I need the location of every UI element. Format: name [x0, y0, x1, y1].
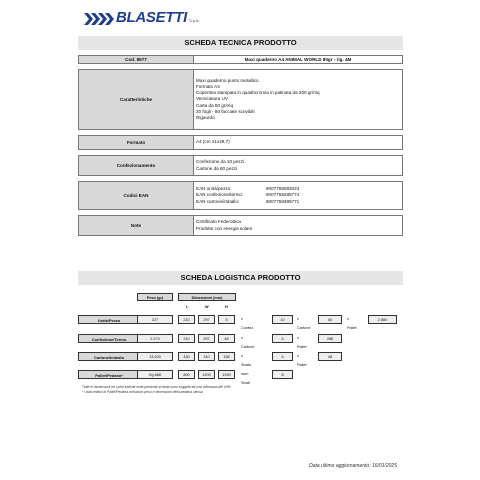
ean-value: 8007758083024	[266, 186, 300, 192]
dim-l-cell: 430	[178, 352, 195, 361]
dim-w-cell: 1200	[198, 370, 215, 379]
logistics-row-label: Confezione/Termo	[78, 334, 140, 343]
tolerance-note: Tutte le dimensioni ed i pesi indicati nella presente scheda sono soggetti ad una tolleranza del ±5%	[82, 385, 231, 389]
value-line: Prodotto con energia solare	[196, 225, 253, 231]
weight-cell: 227	[137, 315, 173, 324]
value-line: Carta da 80 gr/mq	[196, 102, 234, 108]
ean-row	[196, 199, 400, 205]
multiplier-value: 60	[318, 315, 342, 324]
product-code: Cod. 8577	[79, 56, 194, 64]
tech-table	[78, 55, 403, 236]
row-label-note: Note	[79, 216, 194, 236]
ean-values	[194, 182, 403, 210]
header-dim-w: W	[205, 305, 209, 309]
value-line: 20 fogli - 80 facciate scrivibili	[196, 108, 255, 114]
weight-cell: Kg 688	[137, 370, 173, 379]
multiplier-value: 48	[318, 352, 342, 361]
dim-w-cell: 310	[198, 352, 215, 361]
multiplier-label: x Pallet	[347, 317, 357, 330]
value-line: Copertina stampata in quadricromia in patinata da 200 gr/mq	[196, 90, 320, 96]
header-dim-l: L	[186, 305, 189, 309]
weight-cell: 13.620	[137, 352, 173, 361]
row-label-caratteristiche: Caratteristiche	[79, 70, 194, 130]
value-line: Rigaurdo	[196, 115, 215, 120]
dim-l-cell: 800	[178, 370, 195, 379]
multiplier-label: x Confez.	[241, 317, 255, 330]
ean-value: 8007758285774	[266, 192, 300, 198]
brand-logo	[84, 9, 200, 25]
multiplier-label: x Cartone	[241, 336, 255, 349]
ean-value: 8007758385771	[266, 198, 300, 204]
value-line: Verniciatura UV	[196, 96, 228, 102]
ean-key: EAN unità/pezzo:	[196, 186, 232, 192]
last-updated-date: Data ultimo aggiornamento: 16/01/2025	[309, 463, 397, 469]
value-line: A4 (cm 21x29,7)	[196, 139, 230, 145]
multiplier-value: 6	[272, 334, 293, 343]
multiplier-label: x Strato	[241, 354, 252, 367]
value-line: Maxi quaderno punto metallico	[196, 77, 259, 83]
row-label-confezionamento: Confezionamento	[79, 156, 194, 176]
header-dim-h: H	[225, 305, 228, 309]
ean-key: EAN cartone/imballo:	[196, 198, 240, 204]
pallet-note: * I dati relativi al Pallet/Pedana includono peso e dimensioni della pedana stessa	[82, 390, 203, 394]
value-line: Confezione da 10 pezzi	[196, 159, 245, 165]
multiplier-value: 288	[318, 334, 342, 343]
logistics-sheet-title: SCHEDA LOGISTICA PRODOTTO	[78, 271, 403, 285]
header-weight: Peso (gr)	[137, 293, 173, 301]
formato-value	[194, 136, 403, 150]
brand-name: BLASETTI	[116, 9, 187, 26]
weight-cell: 2.270	[137, 334, 173, 343]
chevrons-logo-icon	[84, 13, 114, 25]
logistics-row-label: Pallet/Pedana*	[78, 370, 140, 379]
tech-sheet-title: SCHEDA TECNICA PRODOTTO	[78, 36, 403, 50]
multiplier-value: 8	[272, 370, 293, 379]
dim-h-cell: 156	[218, 352, 235, 361]
brand-suffix: S.p.A.	[188, 18, 200, 23]
dim-h-cell: 5	[218, 315, 235, 324]
logistics-row-label: Cartone/Imballo	[78, 352, 140, 361]
dim-h-cell: 48	[218, 334, 235, 343]
multiplier-value: 2.880	[368, 315, 397, 324]
multiplier-value: 10	[272, 315, 293, 324]
multiplier-label: x Pallet	[297, 336, 307, 349]
value-line: Cartone da 60 pezzi	[196, 165, 238, 171]
confezionamento-values	[194, 156, 403, 176]
value-line: Formato A4	[196, 83, 220, 89]
dim-w-cell: 297	[198, 334, 215, 343]
multiplier-label: x Cartone	[297, 317, 311, 330]
value-line: Certificato Federottica	[196, 219, 241, 225]
multiplier-value: 6	[272, 352, 293, 361]
dim-l-cell: 210	[178, 334, 195, 343]
row-label-formato: Formato	[79, 136, 194, 150]
logistics-row-label: Unità/Pezzo	[78, 315, 140, 324]
caratteristiche-values	[194, 70, 403, 130]
multiplier-label: x Pallet	[297, 354, 307, 367]
dim-l-cell: 210	[178, 315, 195, 324]
header-dimensions: Dimensioni (mm)	[178, 293, 236, 301]
multiplier-label: num Strati	[241, 372, 250, 385]
ean-key: EAN confezione/termo:	[196, 192, 244, 198]
dim-h-cell: 1390	[218, 370, 235, 379]
note-values	[194, 216, 403, 236]
product-name: Maxi quaderno A4 ANIMAL WORLD 80gr - rig. 4M	[194, 56, 403, 64]
dim-w-cell: 297	[198, 315, 215, 324]
row-label-codici-ean: Codici EAN	[79, 182, 194, 210]
